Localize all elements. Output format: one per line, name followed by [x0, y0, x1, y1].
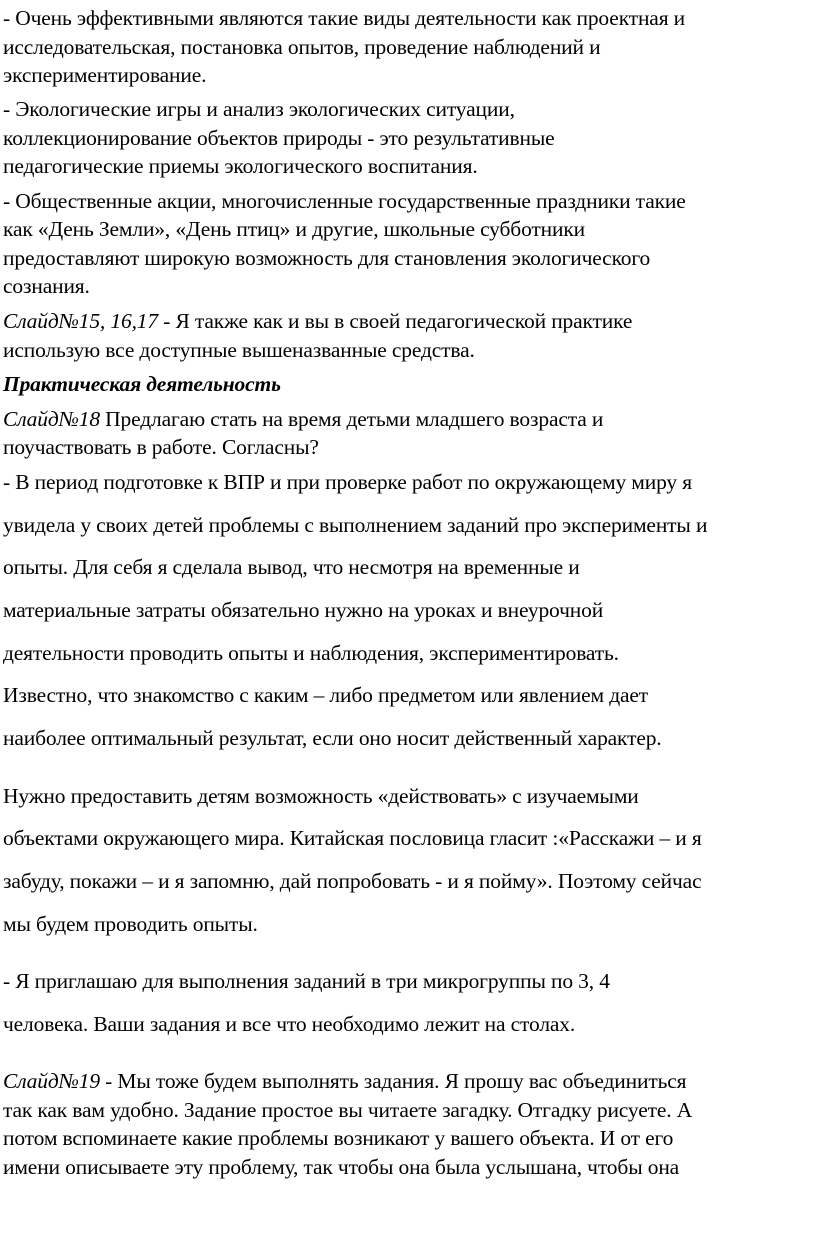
text-run: - Я также как и вы в своей педагогической практике: [158, 309, 633, 333]
text-line: - В период подготовке к ВПР и при проверке работ по окружающему миру я: [3, 470, 692, 494]
text-line: деятельности проводить опыты и наблюдения, экспериментировать.: [3, 641, 619, 665]
slide-label: Слайд№15, 16,17: [3, 309, 159, 333]
text-line: коллекционирование объектов природы - это результативные: [3, 126, 555, 150]
text-line: мы будем проводить опыты.: [3, 912, 258, 936]
section-heading: Практическая деятельность: [3, 372, 281, 396]
text-line: Известно, что знакомство с каким – либо предметом или явлением дает: [3, 683, 649, 707]
text-line: человека. Ваши задания и все что необходимо лежит на столах.: [3, 1012, 576, 1036]
text-run: - Мы тоже будем выполнять задания. Я прошу вас объединиться: [99, 1069, 687, 1093]
text-line: - Экологические игры и анализ экологических ситуации,: [3, 97, 515, 121]
text-line: забуду, покажи – и я запомню, дай попробовать - и я пойму». Поэтому сейчас: [3, 869, 702, 893]
text-line: опыты. Для себя я сделала вывод, что несмотря на временные и: [3, 555, 580, 579]
slide-reference-line: [3, 307, 632, 335]
text-line: - Общественные акции, многочисленные государственные праздники такие: [3, 189, 686, 213]
text-line: исследовательская, постановка опытов, проведение наблюдений и: [3, 35, 601, 59]
slide-label: Слайд№19: [3, 1069, 100, 1093]
text-run: Предлагаю стать на время детьми младшего возраста и: [99, 407, 604, 431]
text-line: так как вам удобно. Задание простое вы читаете загадку. Отгадку рисуете. А: [3, 1098, 693, 1122]
text-line: Нужно предоставить детям возможность «действовать» с изучаемыми: [3, 784, 639, 808]
text-line: материальные затраты обязательно нужно на уроках и внеурочной: [3, 598, 604, 622]
text-line: поучаствовать в работе. Согласны?: [3, 435, 319, 459]
text-line: экспериментирование.: [3, 63, 207, 87]
text-line: наиболее оптимальный результат, если оно носит действенный характер.: [3, 726, 662, 750]
text-line: - Я приглашаю для выполнения заданий в три микрогруппы по 3, 4: [3, 969, 610, 993]
text-line: предоставляют широкую возможность для становления экологического: [3, 246, 651, 270]
slide-label: Слайд№18: [3, 407, 100, 431]
text-line: педагогические приемы экологического воспитания.: [3, 154, 478, 178]
slide-reference-line: [3, 405, 603, 433]
text-line: как «День Земли», «День птиц» и другие, школьные субботники: [3, 217, 586, 241]
text-line: сознания.: [3, 274, 90, 298]
text-line: объектами окружающего мира. Китайская пословица гласит :«Расскажи – и я: [3, 826, 702, 850]
text-line: использую все доступные вышеназванные средства.: [3, 338, 475, 362]
text-line: - Очень эффективными являются такие виды деятельности как проектная и: [3, 6, 686, 30]
text-line: имени описываете эту проблему, так чтобы она была услышана, чтобы она: [3, 1155, 680, 1179]
text-line: потом вспоминаете какие проблемы возникают у вашего объекта. И от его: [3, 1126, 674, 1150]
text-line: увидела у своих детей проблемы с выполнением заданий про эксперименты и: [3, 513, 708, 537]
slide-reference-line: [3, 1067, 686, 1095]
